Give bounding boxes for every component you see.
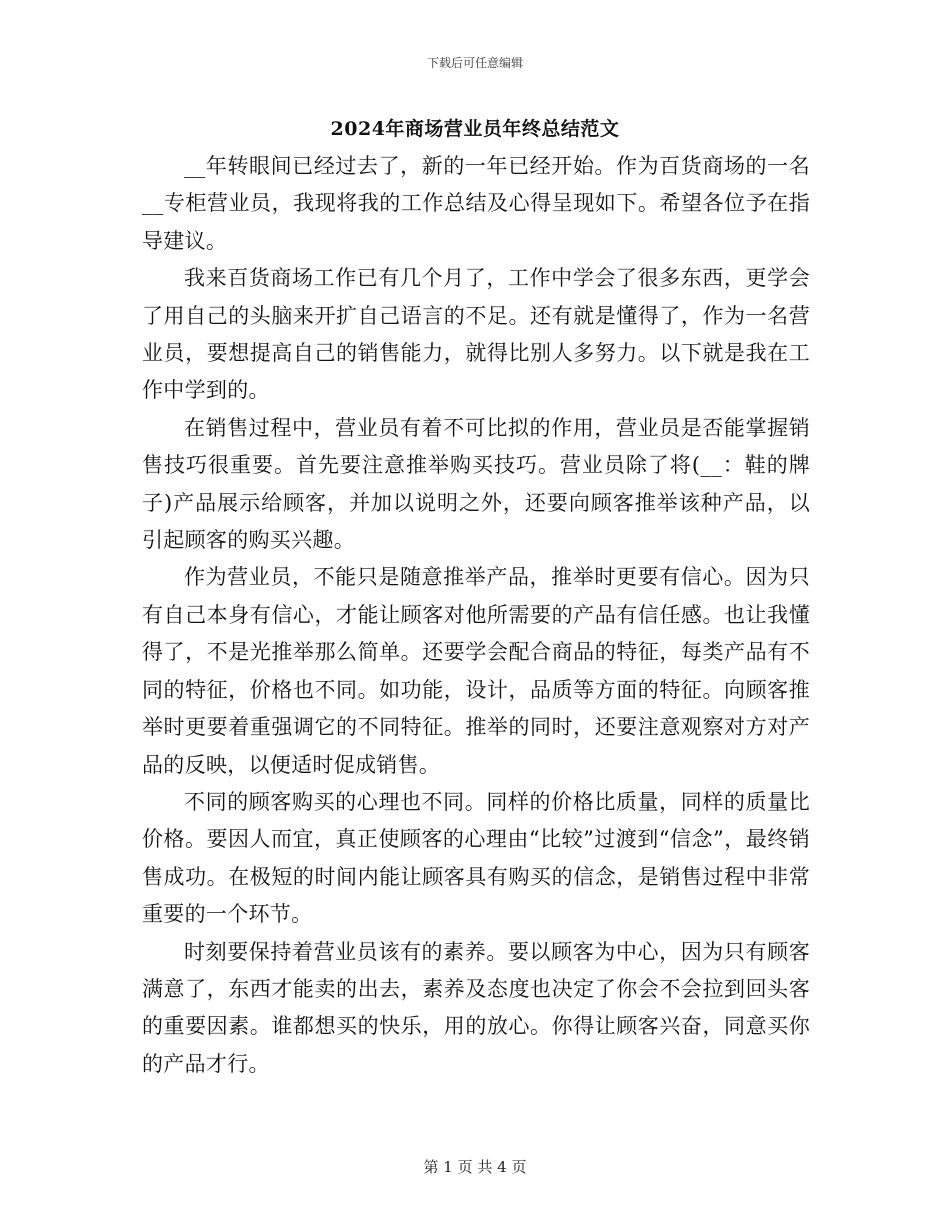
paragraph: 时刻要保持着营业员该有的素养。要以顾客为中心，因为只有顾客满意了，东西才能卖的出去，素养及态度也决定了你会不会拉到回头客的重要因素。谁都想买的快乐，用的放心。你得让顾客兴奋，同意买你的产品才行。: [142, 939, 810, 1076]
paragraph: 作为营业员，不能只是随意推举产品，推举时更要有信心。因为只有自己本身有信心，才能让顾客对他所需要的产品有信任感。也让我懂得了，不是光推举那么简单。还要学会配合商品的特征，每类产品有不同的特征，价格也不同。如功能，设计，品质等方面的特征。向顾客推举时更要着重强调它的不同特征。推举的同时，还要注意观察对方对产品的反映，以便适时促成销售。: [142, 565, 810, 777]
paragraph: 不同的顾客购买的心理也不同。同样的价格比质量，同样的质量比价格。要因人而宜，真正使顾客的心理由“比较”过渡到“信念”，最终销售成功。在极短的时间内能让顾客具有购买的信念，是销售过程中非常重要的一个环节。: [142, 789, 810, 927]
page-number: 第 1 页 共 4 页: [423, 1158, 527, 1176]
document-title: 2024年商场营业员年终总结范文: [330, 118, 620, 140]
paragraph: __年转眼间已经过去了，新的一年已经开始。作为百货商场的一名__专柜营业员，我现将我的工作总结及心得呈现如下。希望各位予在指导建议。: [142, 154, 810, 253]
header-note: 下载后可任意编辑: [426, 56, 523, 70]
document-body: [142, 148, 810, 1083]
paragraph: 我来百货商场工作已有几个月了，工作中学会了很多东西，更学会了用自己的头脑来开扩自己语言的不足。还有就是懂得了，作为一名营业员，要想提高自己的销售能力，就得比别人多努力。以下就是我在工作中学到的。: [142, 266, 810, 403]
paragraph: 在销售过程中，营业员有着不可比拟的作用，营业员是否能掌握销售技巧很重要。首先要注意推举购买技巧。营业员除了将(__：鞋的牌子)产品展示给顾客，并加以说明之外，还要向顾客推举该种产品，以引起顾客的购买兴趣。: [142, 415, 810, 553]
